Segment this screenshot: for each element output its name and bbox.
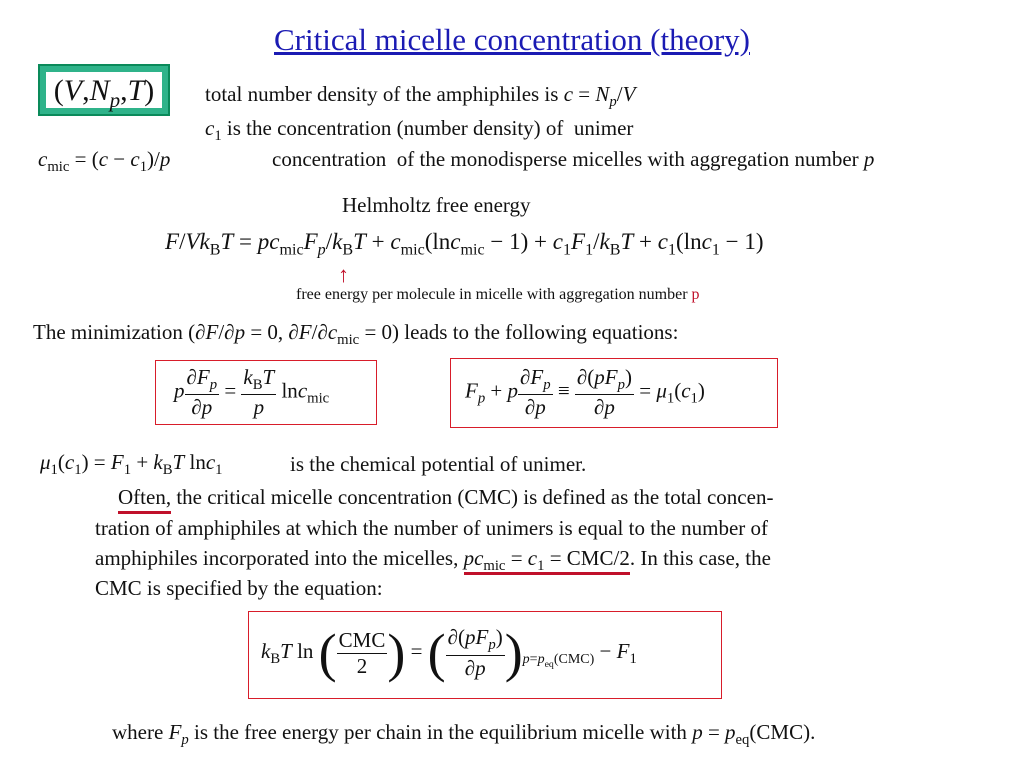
often-word: Often,	[118, 485, 171, 514]
paragraph-line-3	[95, 546, 771, 575]
ensemble-box	[38, 64, 170, 116]
paragraph-line-1	[118, 485, 773, 510]
annotation-p: p	[691, 286, 700, 303]
mu-text: is the chemical potential of unimer.	[290, 452, 587, 476]
equation-box-1	[155, 360, 377, 425]
annotation-line	[296, 286, 700, 304]
unimer-concentration-line: $c_1$ is the concentration (number density) of unimer	[205, 116, 634, 145]
mu-formula: $\mu_1(c_1) = F_1 + k_BT$ lnc$_1$	[40, 450, 223, 479]
minimization-text: The minimization (∂F/∂p = 0, $\partial F/\partial c_{mic} = 0$) leads to the following equations:	[33, 320, 679, 349]
paragraph-line-3a: amphiphiles incorporated into the micelles,	[95, 546, 459, 570]
arrow-up-icon: ↑	[338, 262, 349, 287]
cmc-equation-box	[248, 611, 722, 699]
where-text: where $F_p$ is the free energy per chain in the equilibrium micelle with $p = p_{eq}(CMC)$.	[112, 720, 816, 749]
paragraph-line-3b: . In this case, the	[629, 546, 771, 570]
ensemble-label: $(V,N_p,T)$	[46, 72, 162, 108]
helmholtz-label: Helmholtz free energy	[342, 193, 531, 217]
paragraph-line-1-text: the critical micelle concentration (CMC) is defined as the total concen-	[176, 485, 774, 509]
cmc-equation: $k_BT$ ln ( $\frac{\text{CMC}}{2}$ ) = ( $\frac{\partial(pF_p)}{\partial p}$ )$_{p=p_{eq}(CMC)} - F_1$	[261, 623, 637, 683]
helmholtz-equation: $F/Vk_BT = pc_{mic}F_p/k_BT + c_{mic}(\ln c_{mic} - 1) + c_1F_1/k_BT + c_1(\ln c_1 - 1)$	[165, 229, 764, 259]
total-density-line: total number density of the amphiphiles is $c = N_p/V$	[205, 82, 636, 111]
page-title: Critical micelle concentration (theory)	[274, 22, 750, 57]
paragraph-line-4: CMC is specified by the equation:	[95, 576, 383, 600]
annotation-text: free energy per molecule in micelle with aggregation number	[296, 286, 688, 303]
equation-box-2	[450, 358, 778, 428]
equation-2: $F_p + p$ $\frac{\partial F_p}{\partial p}$ ≡ $\frac{\partial(pF_p)}{\partial p}$ = $\mu_1(c_1)$	[465, 365, 705, 420]
equation-1: p $\frac{\partial F_p}{\partial p}$ = $\frac{k_BT}{p}$ lnc$_{mic}$	[174, 365, 330, 420]
cmc-condition-formula: $pc_{mic} = c_1 = CMC/2$	[463, 546, 630, 575]
cmic-formula: $c_{mic} = (c - c_1)/p$	[38, 147, 171, 176]
micelle-concentration-text: concentration of the monodisperse micelles with aggregation number p	[272, 147, 875, 171]
paragraph-line-2: tration of amphiphiles at which the number of unimers is equal to the number of	[95, 516, 769, 540]
